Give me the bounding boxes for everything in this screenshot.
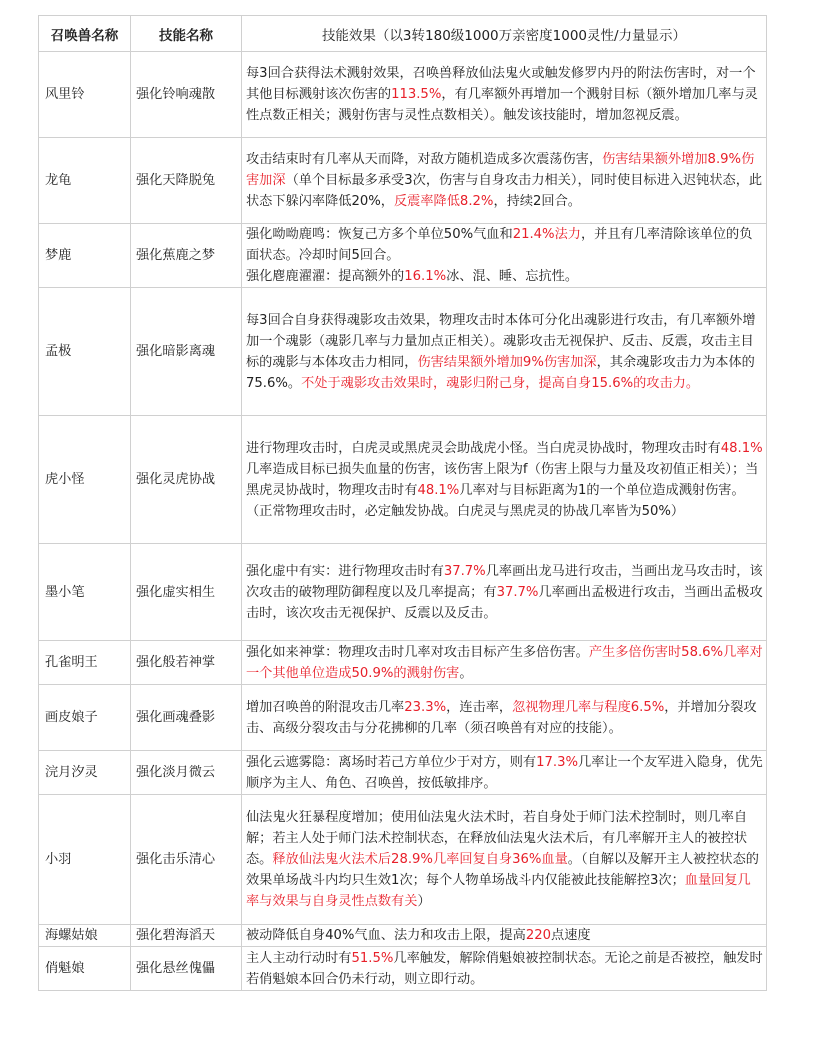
effect-text: ，其余魂影攻击力为本体的75.6%。 [246,354,755,391]
skill-name-cell: 强化画魂叠影 [131,685,242,751]
skill-effect-cell [242,751,767,795]
effect-text: 。（自解以及解开主人被控状态的效果单场战斗内均只生效1次；每个人物单场战斗内仅能被此技能解控3次； [246,852,759,888]
effect-text: 几率让一个友军进入隐身，优先顺序为主人、角色、召唤兽，按低敏排序。 [246,754,763,791]
effect-text: 几率造成目标已损失血量的伤害，该伤害上限为f（伤害上限与力量及攻初值正相关）；当黑虎灵协战时，物理攻击时有 [246,461,759,498]
table-row [39,544,767,641]
effect-text: （单个目标最多承受3次，伤害与自身攻击力相关），同时使目标进入迟钝状态，此状态下躲闪率降低20%， [246,173,763,209]
effect-text: ，持续2回合。 [493,194,581,209]
table-row [39,795,767,925]
highlight-text: 48.1% [417,482,460,498]
table-row [39,224,767,288]
highlight-text: 伤害结果额外增加9%伤害加深 [417,354,597,370]
skill-effect-cell [242,947,767,991]
pet-name-cell: 小羽 [39,795,131,925]
effect-text: 被动降低自身40%气血、法力和攻击上限，提高 [246,928,526,943]
pet-name-cell: 海螺姑娘 [39,925,131,947]
table-header-row [39,16,767,52]
table-row [39,52,767,138]
table-row [39,138,767,224]
pet-name-cell: 梦鹿 [39,224,131,288]
skill-name-cell: 强化虚实相生 [131,544,242,641]
highlight-text: 113.5% [391,87,442,102]
highlight-text: 37.7% [443,563,486,579]
effect-text: ，连击率， [446,699,513,715]
skill-name-cell: 强化碧海滔天 [131,925,242,947]
skill-name-cell: 强化蕉鹿之梦 [131,224,242,288]
pet-name-cell: 俏魁娘 [39,947,131,991]
pet-name-cell: 龙龟 [39,138,131,224]
table-body [39,52,767,991]
highlight-text: 21.4%法力 [512,227,581,242]
effect-text: ） [417,894,431,909]
skill-name-cell: 强化铃响魂散 [131,52,242,138]
effect-text: 增加召唤兽的附混攻击几率 [246,699,405,715]
skill-table [38,15,767,991]
pet-name-cell: 虎小怪 [39,416,131,544]
skill-name-cell: 强化暗影离魂 [131,288,242,416]
highlight-text: 37.7% [496,584,539,600]
effect-text: ，有几率额外再增加一个溅射目标（额外增加几率与灵性点数正相关；溅射伤害与灵性点数相关）。触发该技能时，增加忽视反震。 [246,87,758,123]
skill-effect-cell [242,641,767,685]
effect-text: ，并且有几率清除该单位的负面状态。冷却时间5回合。 [246,227,753,263]
highlight-text: 伤害结果额外增加8.9%伤害加深 [246,152,755,188]
effect-text: 几率对与目标距离为1的一个单位造成溅射伤害。（正常物理攻击时，必定触发协战。白虎灵与黑虎灵的协战几率皆为50%） [246,482,745,519]
table-row [39,751,767,795]
table-row [39,947,767,991]
pet-name-cell: 风里铃 [39,52,131,138]
table-row [39,288,767,416]
highlight-text: 产生多倍伤害时58.6%几率对一个其他单位造成50.9%的溅射伤害 [246,644,763,681]
effect-text: 强化如来神掌：物理攻击时几率对攻击目标产生多倍伤害。 [246,644,589,660]
effect-text: 几率画出龙马进行攻击，当画出龙马攻击时，该次攻击的破物理防御程度以及几率提高；有 [246,563,763,600]
skill-effect-cell [242,925,767,947]
effect-text: 点速度 [551,928,591,943]
effect-text: 几率画出孟极进行攻击，当画出孟极攻击时，该次攻击无视保护、反震以及反击。 [246,584,763,621]
highlight-text: 释放仙法鬼火法术后28.9%几率回复自身36%血量 [272,852,568,867]
effect-text: 冰、混、睡、忘抗性。 [446,269,579,284]
highlight-text: 23.3% [404,699,447,715]
table-row [39,416,767,544]
highlight-text: 51.5% [351,950,394,966]
pet-name-cell: 墨小笔 [39,544,131,641]
highlight-text: 220 [525,928,552,943]
highlight-text: 忽视物理几率与程度6.5% [512,699,665,715]
pet-name-cell: 孔雀明王 [39,641,131,685]
table-row [39,685,767,751]
skill-effect-cell [242,52,767,138]
skill-table-container [38,15,766,991]
effect-text: 主人主动行动时有 [246,950,352,966]
skill-name-cell: 强化悬丝傀儡 [131,947,242,991]
effect-text: 几率触发，解除俏魁娘被控制状态。无论之前是否被控，触发时若俏魁娘本回合仍未行动，则立即行动。 [246,950,763,987]
header-skill-effect: 技能效果（以3转180级1000万亲密度1000灵性/力量显示） [242,16,767,52]
effect-text: 。 [459,665,473,681]
highlight-text: 17.3% [536,754,579,770]
skill-name-cell: 强化天降脱兔 [131,138,242,224]
skill-effect-cell [242,416,767,544]
skill-name-cell: 强化灵虎协战 [131,416,242,544]
highlight-text: 不处于魂影攻击效果时，魂影归附己身，提高自身15.6%的攻击力。 [301,375,700,391]
effect-text: 强化虚中有实：进行物理攻击时有 [246,563,444,579]
skill-name-cell: 强化淡月微云 [131,751,242,795]
skill-name-cell: 强化般若神掌 [131,641,242,685]
effect-text: 每3回合自身获得魂影攻击效果，物理攻击时本体可分化出魂影进行攻击，有几率额外增加一个魂影（魂影几率与力量加点正相关）。魂影攻击无视保护、反击、反震，攻击主目标的魂影与本体攻击力相同， [246,312,756,370]
skill-effect-cell [242,795,767,925]
skill-effect-cell [242,544,767,641]
skill-effect-cell [242,224,767,288]
pet-name-cell: 浣月汐灵 [39,751,131,795]
pet-name-cell: 孟极 [39,288,131,416]
pet-name-cell: 画皮娘子 [39,685,131,751]
effect-text: ，并增加分裂攻击、高级分裂攻击与分花拂柳的几率（须召唤兽有对应的技能）。 [246,699,757,736]
effect-text: 攻击结束时有几率从天而降，对敌方随机造成多次震荡伤害， [246,152,603,167]
effect-text: 强化云遮雾隐：离场时若己方单位少于对方，则有 [246,754,537,770]
effect-text: 仙法鬼火狂暴程度增加；使用仙法鬼火法术时，若自身处于师门法术控制时，则几率自解；若主人处于师门法术控制状态，在释放仙法鬼火法术后，有几率解开主人的被控状态。 [246,810,748,867]
effect-text: 进行物理攻击时，白虎灵或黑虎灵会助战虎小怪。当白虎灵协战时，物理攻击时有 [246,440,721,456]
skill-effect-cell [242,685,767,751]
skill-effect-cell [242,138,767,224]
highlight-text: 48.1% [720,440,763,456]
table-row [39,641,767,685]
effect-text: 强化麀鹿濯濯：提高额外的 [246,269,405,284]
table-row [39,925,767,947]
highlight-text: 反震率降低8.2% [394,194,494,209]
highlight-text: 血量回复几率与效果与自身灵性点数有关 [246,873,751,909]
header-skill-name: 技能名称 [131,16,242,52]
effect-text: 每3回合获得法术溅射效果，召唤兽释放仙法鬼火或触发修罗内丹的附法伤害时，对一个其他目标溅射该次伤害的 [246,66,756,102]
highlight-text: 16.1% [404,269,447,284]
header-pet-name: 召唤兽名称 [39,16,131,52]
effect-text: 强化呦呦鹿鸣：恢复己方多个单位50%气血和 [246,227,513,242]
skill-effect-cell [242,288,767,416]
skill-name-cell: 强化击乐清心 [131,795,242,925]
